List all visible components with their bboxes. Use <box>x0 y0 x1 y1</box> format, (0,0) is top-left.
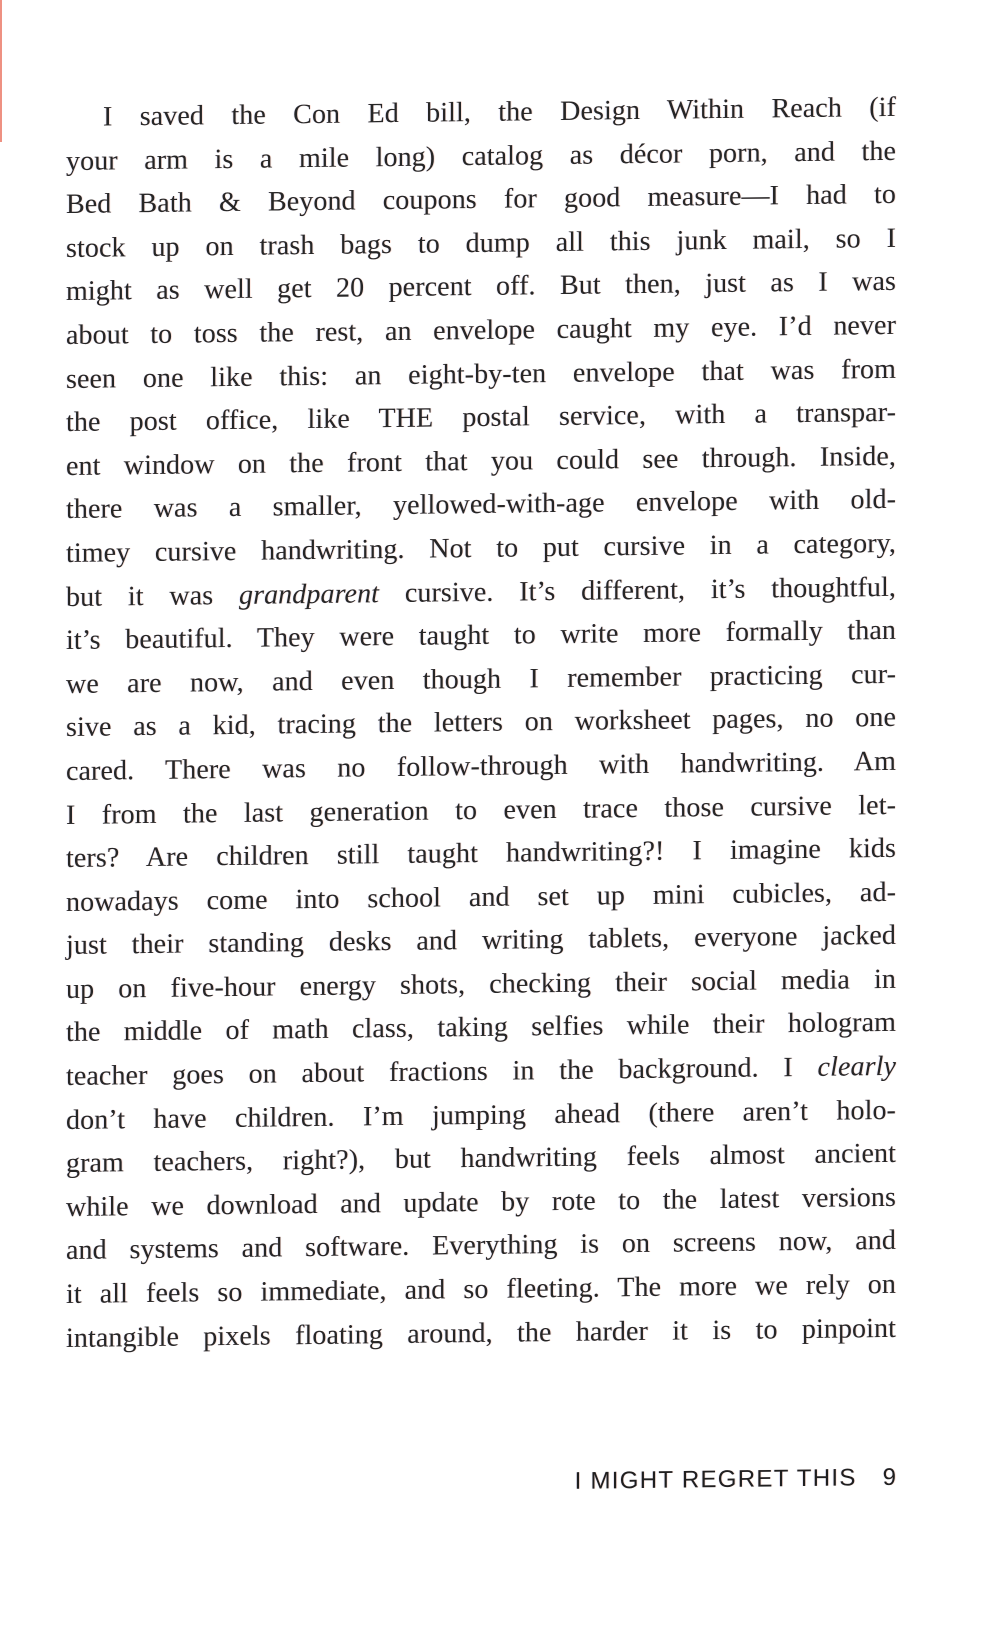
italic-text: grandparent <box>238 577 380 611</box>
text-line: stock up on trash bags to dump all this junk mail, so I <box>66 222 896 264</box>
text-line: sive as a kid, tracing the letters on worksheet pages, no one <box>66 702 896 744</box>
text-line: Bed Bath & Beyond coupons for good measure—I had to <box>66 179 896 221</box>
text-line: might as well get 20 percent off. But then, just as I was <box>66 266 896 308</box>
text-line: your arm is a mile long) catalog as décor porn, and the <box>66 135 896 177</box>
text-line: it all feels so immediate, and so fleeting. The more we rely on <box>66 1268 896 1311</box>
page-footer <box>66 1464 896 1502</box>
text-line: ent window on the front that you could see through. Inside, <box>66 440 896 482</box>
text-line: nowadays come into school and set up mini cubicles, ad- <box>66 876 896 918</box>
scanned-text-block <box>66 86 896 1596</box>
text-line: we are now, and even though I remember practicing cur- <box>66 658 896 700</box>
text-line: I from the last generation to even trace those cursive let- <box>66 789 896 831</box>
text-line: don’t have children. I’m jumping ahead (there aren’t holo- <box>66 1094 896 1136</box>
text-line: gram teachers, right?), but handwriting feels almost ancient <box>66 1138 896 1180</box>
text-line: while we download and update by rote to the latest versions <box>66 1181 896 1223</box>
text-line: about to toss the rest, an envelope caught my eye. I’d never <box>66 309 896 351</box>
text-line: I saved the Con Ed bill, the Design Within Reach (if <box>103 91 896 133</box>
text-line: it’s beautiful. They were taught to write more formally than <box>66 614 896 657</box>
text-line: teacher goes on about fractions in the background. I clearly <box>66 1050 896 1093</box>
text-line: intangible pixels floating around, the harder it is to pinpoint <box>66 1312 896 1354</box>
scan-edge-artifact <box>0 0 2 142</box>
text-line: cared. There was no follow-through with handwriting. Am <box>66 745 896 787</box>
text-line: the post office, like THE postal service, with a transpar- <box>66 397 896 439</box>
text-line: up on five-hour energy shots, checking their social media in <box>66 963 896 1005</box>
text-line: but it was grandparent cursive. It’s different, it’s thoughtful, <box>66 571 896 613</box>
body-text <box>66 86 896 1360</box>
text-line: timey cursive handwriting. Not to put cursive in a category, <box>66 527 896 569</box>
text-line: just their standing desks and writing tablets, everyone jacked <box>66 920 896 962</box>
running-title: I MIGHT REGRET THIS <box>574 1464 857 1495</box>
text-line: seen one like this: an eight-by-ten envelope that was from <box>66 353 896 395</box>
italic-text: clearly <box>817 1050 896 1083</box>
text-line: ters? Are children still taught handwriting?! I imagine kids <box>66 832 896 875</box>
page-number: 9 <box>882 1463 896 1492</box>
text-line: the middle of math class, taking selfies while their hologram <box>66 1007 896 1049</box>
text-line: there was a smaller, yellowed-with-age envelope with old- <box>66 484 896 526</box>
text-line: and systems and software. Everything is on screens now, and <box>66 1225 896 1267</box>
